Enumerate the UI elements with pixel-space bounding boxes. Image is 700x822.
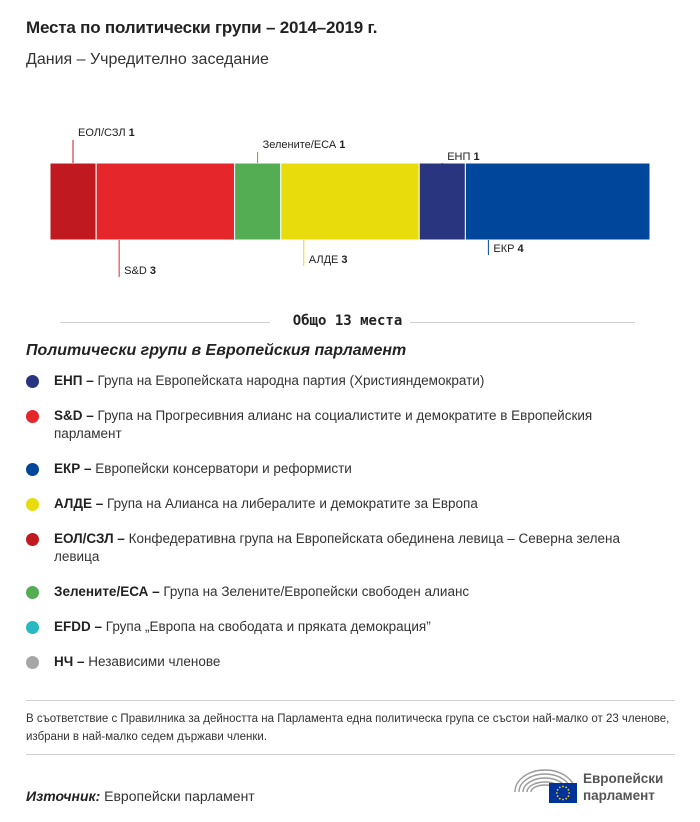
legend-color-dot xyxy=(26,533,39,546)
legend-desc: Група на Алианса на либералите и демократите за Европа xyxy=(107,496,478,511)
legend-title: Политически групи в Европейския парламент xyxy=(26,342,407,359)
legend-abbr: АЛДЕ – xyxy=(54,496,108,511)
legend-color-dot xyxy=(26,621,39,634)
legend-color-dot xyxy=(26,463,39,476)
bar-segment xyxy=(281,163,419,240)
legend-desc: Група на Зелените/Европейски свободен алианс xyxy=(163,584,470,599)
chart-title: Места по политически групи – 2014–2019 г. xyxy=(26,18,378,37)
bar-segment xyxy=(96,163,234,240)
segment-label: Зелените/ЕСА 1 xyxy=(262,139,346,151)
legend-abbr: EFDD – xyxy=(54,619,106,634)
source-label: Източник: xyxy=(26,788,101,804)
bar-segment xyxy=(50,163,96,240)
segment-label: ЕОЛ/СЗЛ 1 xyxy=(78,127,135,139)
legend-abbr: НЧ – xyxy=(54,654,89,669)
legend-color-dot xyxy=(26,410,39,423)
legend-color-dot xyxy=(26,586,39,599)
legend-desc: Група на Европейската народна партия (Християндемократи) xyxy=(97,373,485,388)
total-seats-label: Общо 13 места xyxy=(292,313,403,329)
legend-abbr: ЕНП – xyxy=(54,373,98,388)
legend-color-dot xyxy=(26,375,39,388)
footnote: В съответствие с Правилника за дейността на Парламента една политическа група се състои най-малко от 23 членове, избрани в най-малко седем държави членки. xyxy=(26,713,670,743)
bar-segment xyxy=(235,163,281,240)
legend-desc: Европейски консерватори и реформисти xyxy=(95,461,352,476)
european-parliament-logo xyxy=(513,766,683,806)
logo-line-1: Европейски xyxy=(583,771,664,786)
legend-desc: Независими членове xyxy=(88,654,221,669)
segment-label: ЕНП 1 xyxy=(447,151,480,163)
legend-item xyxy=(26,495,646,513)
legend-desc: Група „Европа на свободата и пряката демокрация” xyxy=(105,619,431,634)
legend-item xyxy=(26,583,646,601)
bar-segment xyxy=(419,163,465,240)
legend-item xyxy=(26,653,646,671)
source xyxy=(26,788,255,804)
seat-bar-chart xyxy=(0,0,700,300)
divider xyxy=(26,700,675,701)
legend xyxy=(26,372,646,688)
legend-item xyxy=(26,460,646,478)
legend-abbr: ЕОЛ/СЗЛ – xyxy=(54,531,129,546)
legend-color-dot xyxy=(26,656,39,669)
source-text: Европейски парламент xyxy=(104,788,255,804)
segment-label: ЕКР 4 xyxy=(493,243,524,255)
segment-label: АЛДЕ 3 xyxy=(308,254,348,266)
bar-segment xyxy=(465,163,650,240)
legend-desc: Група на Прогресивния алианс на социалистите и демократите в Европейския парламент xyxy=(54,408,593,441)
total-seats xyxy=(60,312,635,332)
legend-abbr: ЕКР – xyxy=(54,461,96,476)
legend-item xyxy=(26,372,646,390)
divider xyxy=(26,754,675,755)
legend-desc: Конфедеративна група на Европейската обединена левица – Северна зелена левица xyxy=(54,531,620,564)
logo-wordmark xyxy=(583,770,663,804)
legend-color-dot xyxy=(26,498,39,511)
legend-item xyxy=(26,618,646,636)
legend-abbr: Зелените/ЕСА – xyxy=(54,584,164,599)
legend-abbr: S&D – xyxy=(54,408,98,423)
chart-subtitle: Дания – Учредително заседание xyxy=(26,51,269,68)
parliament-hemicycle-icon xyxy=(513,766,579,806)
segment-label: S&D 3 xyxy=(124,265,156,277)
legend-item xyxy=(26,530,646,566)
logo-line-2: парламент xyxy=(583,788,655,803)
legend-item xyxy=(26,407,646,443)
